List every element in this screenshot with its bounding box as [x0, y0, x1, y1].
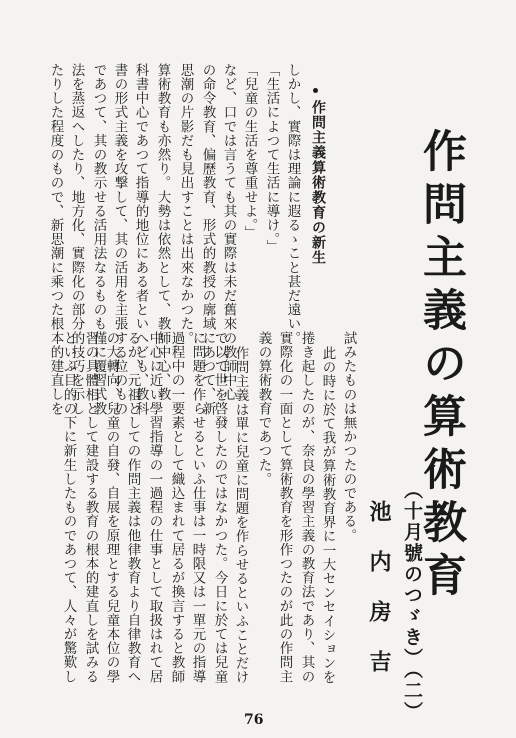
- text-column: るが、元祖としての作問主義は他律教育より自律教育へ: [124, 331, 141, 684]
- text-column: 習の具體相として建設する教育の根本的建直しを試みる: [82, 331, 99, 684]
- article-author: 池内房吉: [366, 500, 392, 700]
- text-column: の大轉向、兒童の自發、自展を原理とする兒童本位の學: [103, 331, 120, 684]
- text-column: で以て世を啓發したのではなかつた。今日に於ては兒童: [211, 331, 228, 684]
- text-column: 算術教育も亦然り。大勢は依然として、教師中心、教: [154, 63, 171, 402]
- text-column: たりした程度のもので、新思潮に乘つた根本的建直しを: [47, 63, 64, 416]
- section-heading: 作問主義算術教育の新生: [310, 100, 326, 265]
- text-column: といふ目的の下に新生したものであつて、人々が驚歎し: [60, 331, 77, 684]
- article-subtitle: （十月號のつゞき）（二）: [401, 480, 423, 723]
- text-column: 中心に近い學習指導の一過程の仕事として取扱はれて居: [146, 331, 163, 684]
- text-column: 思潮の片影だも見出すことは出來なかつた。: [177, 63, 194, 345]
- text-column: の命令教育、偏歷教育、形式的教授の廓域にあつて、新: [199, 63, 216, 416]
- article-title: 作問主義の算術教育: [415, 128, 466, 605]
- page-number: 76: [244, 712, 264, 728]
- text-column: 義の算術教育であつた。: [255, 331, 272, 487]
- bullet-dot: [313, 88, 318, 93]
- text-column: など、口では言うても其の實際は未だ舊來の教師中心: [220, 63, 237, 402]
- text-column: 作問主義は單に兒童に問題を作らせるといふことだけ: [232, 346, 249, 685]
- text-column: に問題を作らせるといふ仕事は一時限又は一單元の指導: [189, 331, 206, 684]
- text-column: しかし、實際は理論に遐るゝこと甚だ遠い。: [284, 63, 301, 345]
- text-column: 書の形式主義を攻撃して、其の活用を主張する位のもの: [111, 63, 128, 416]
- text-column: 「兒童の生活を尊重せよ。」: [241, 63, 258, 240]
- text-column: 法を蒸返へしたり、地方化、實際化の部分的技巧を示し: [68, 63, 85, 416]
- text-column: 科書中心であつて指導的地位にある者といへども、教科: [132, 63, 149, 416]
- text-column: 捲き起したのが、奈良の學習主義の教育法であり、其の: [298, 331, 315, 684]
- text-column: 試みたものは無かつたのである。: [340, 331, 357, 543]
- text-column: 過程中の一要素として織込まれて居るが換言すると教師: [168, 331, 185, 684]
- text-column: 此の時に於て我が算術教育界に一大センセイションを: [319, 346, 336, 685]
- text-column: であつて、其の教示せる活用法なるものも僅に覆習式教: [90, 63, 107, 416]
- text-column: 「生活によつて生活に導け。」: [263, 63, 280, 254]
- text-column: 實際化の一面として算術教育を形作つたのが此の作問主: [276, 331, 293, 684]
